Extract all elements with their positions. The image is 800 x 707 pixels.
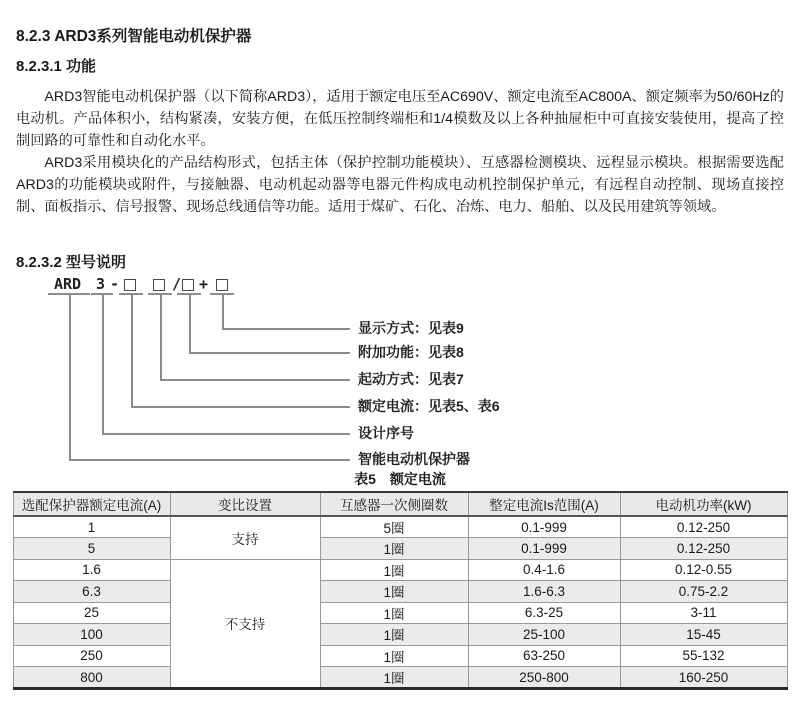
cell-primary-turns: 1圈 bbox=[320, 624, 468, 646]
rated-current-table bbox=[13, 491, 788, 690]
cell-primary-turns: 1圈 bbox=[320, 538, 468, 560]
column-header: 互感器一次侧圈数 bbox=[320, 492, 468, 516]
connector-line-vertical bbox=[102, 295, 104, 433]
cell-rated-current: 1.6 bbox=[13, 559, 170, 581]
cell-motor-power: 0.12-250 bbox=[620, 538, 787, 560]
connector-line-vertical bbox=[131, 295, 133, 406]
model-number-diagram bbox=[0, 277, 800, 472]
cell-setting-range: 25-100 bbox=[468, 624, 620, 646]
cell-primary-turns: 1圈 bbox=[320, 559, 468, 581]
table-row bbox=[13, 667, 787, 689]
model-symbol: - bbox=[110, 275, 120, 293]
connector-line-vertical bbox=[222, 295, 224, 328]
connector-line-vertical bbox=[189, 295, 191, 352]
cell-rated-current: 250 bbox=[13, 645, 170, 667]
cell-setting-range: 6.3-25 bbox=[468, 602, 620, 624]
cell-rated-current: 25 bbox=[13, 602, 170, 624]
column-header: 选配保护器额定电流(A) bbox=[13, 492, 170, 516]
cell-motor-power: 0.75-2.2 bbox=[620, 581, 787, 603]
table-row bbox=[13, 538, 787, 560]
diagram-label: 额定电流：见表5、表6 bbox=[358, 398, 500, 414]
diagram-label: 起动方式：见表7 bbox=[358, 371, 464, 387]
table-row bbox=[13, 516, 787, 538]
model-placeholder-box bbox=[124, 279, 136, 291]
diagram-label: 设计序号 bbox=[358, 425, 414, 441]
connector-line-horizontal bbox=[69, 459, 350, 461]
paragraph-structure: ARD3采用模块化的产品结构形式，包括主体（保护控制功能模块）、互感器检测模块、远程显示模块。根据需要选配ARD3的功能模块或附件，与接触器、电动机起动器等电器元件构成电动机控制保护单元，有远程自动控制、现场直接控制、面板指示、信号报警、现场总线通信等功能。适用于煤矿、石化、冶炼、电力、船舶、以及民用建筑等领域。 bbox=[16, 155, 784, 215]
model-placeholder-box bbox=[216, 279, 228, 291]
cell-setting-range: 0.1-999 bbox=[468, 516, 620, 538]
connector-line-horizontal bbox=[222, 328, 350, 330]
cell-rated-current: 5 bbox=[13, 538, 170, 560]
column-header: 电动机功率(kW) bbox=[620, 492, 787, 516]
model-symbol: / bbox=[172, 275, 182, 293]
table-row bbox=[13, 581, 787, 603]
connector-line-horizontal bbox=[102, 433, 350, 435]
table-row bbox=[13, 559, 787, 581]
diagram-label: 智能电动机保护器 bbox=[358, 451, 470, 467]
cell-primary-turns: 5圈 bbox=[320, 516, 468, 538]
connector-line-horizontal bbox=[189, 352, 350, 354]
connector-line-vertical bbox=[160, 295, 162, 379]
cell-setting-range: 250-800 bbox=[468, 667, 620, 689]
cell-primary-turns: 1圈 bbox=[320, 667, 468, 689]
cell-primary-turns: 1圈 bbox=[320, 602, 468, 624]
cell-motor-power: 0.12-0.55 bbox=[620, 559, 787, 581]
diagram-label: 显示方式：见表9 bbox=[358, 320, 464, 336]
model-symbol: 3 bbox=[96, 275, 106, 293]
model-placeholder-box bbox=[182, 279, 194, 291]
cell-rated-current: 1 bbox=[13, 516, 170, 538]
cell-setting-range: 0.4-1.6 bbox=[468, 559, 620, 581]
cell-rated-current: 800 bbox=[13, 667, 170, 689]
model-symbol: ARD bbox=[54, 275, 82, 293]
model-symbol: + bbox=[199, 275, 209, 293]
cell-rated-current: 6.3 bbox=[13, 581, 170, 603]
cell-motor-power: 160-250 bbox=[620, 667, 787, 689]
connector-line-horizontal bbox=[160, 379, 350, 381]
table-caption: 表5 额定电流 bbox=[354, 471, 446, 487]
cell-motor-power: 15-45 bbox=[620, 624, 787, 646]
cell-ratio-setting: 支持 bbox=[170, 516, 320, 559]
subsection-heading-function: 8.2.3.1 功能 bbox=[16, 58, 97, 75]
table-row bbox=[13, 602, 787, 624]
connector-line-vertical bbox=[69, 295, 71, 459]
diagram-label: 附加功能：见表8 bbox=[358, 344, 464, 360]
connector-line-horizontal bbox=[131, 406, 350, 408]
cell-primary-turns: 1圈 bbox=[320, 581, 468, 603]
cell-setting-range: 63-250 bbox=[468, 645, 620, 667]
subsection-heading-model: 8.2.3.2 型号说明 bbox=[16, 254, 127, 271]
cell-setting-range: 0.1-999 bbox=[468, 538, 620, 560]
model-placeholder-box bbox=[153, 279, 165, 291]
cell-ratio-setting: 不支持 bbox=[170, 559, 320, 689]
cell-primary-turns: 1圈 bbox=[320, 645, 468, 667]
cell-rated-current: 100 bbox=[13, 624, 170, 646]
table-row bbox=[13, 624, 787, 646]
cell-motor-power: 3-11 bbox=[620, 602, 787, 624]
cell-motor-power: 55-132 bbox=[620, 645, 787, 667]
paragraph-intro: ARD3智能电动机保护器（以下简称ARD3），适用于额定电压至AC690V、额定电流至AC800A、额定频率为50/60Hz的电动机。产品体积小，结构紧凑，安装方便，在低压控制终端柜和1/4模数及以上各种抽屉柜中可直接安装使用，提高了控制回路的可靠性和自动化水平。 bbox=[16, 89, 784, 149]
section-heading: 8.2.3 ARD3系列智能电动机保护器 bbox=[16, 28, 252, 45]
cell-motor-power: 0.12-250 bbox=[620, 516, 787, 538]
table-header-row bbox=[13, 492, 787, 516]
column-header: 整定电流Is范围(A) bbox=[468, 492, 620, 516]
table-row bbox=[13, 645, 787, 667]
column-header: 变比设置 bbox=[170, 492, 320, 516]
cell-setting-range: 1.6-6.3 bbox=[468, 581, 620, 603]
